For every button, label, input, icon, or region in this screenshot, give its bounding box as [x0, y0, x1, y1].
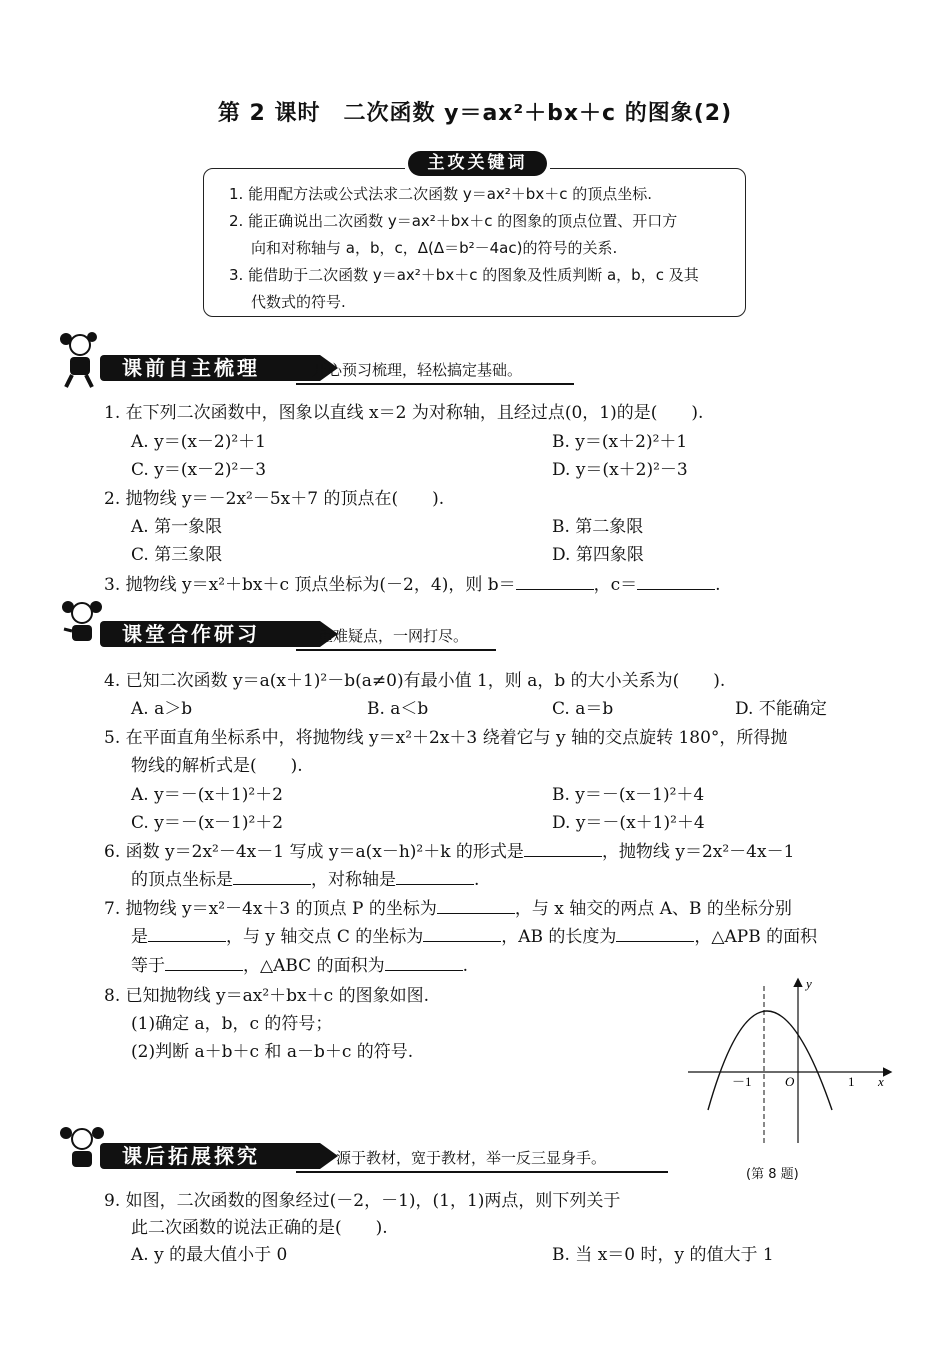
question-7-part1: 7. 抛物线 y＝x²－4x＋3 的顶点 P 的坐标为	[104, 899, 437, 919]
origin-label: O	[785, 1074, 795, 1089]
question-5-stem: 5. 在平面直角坐标系中，将抛物线 y＝x²＋2x＋3 绕着它与 y 轴的交点旋转 180°，所得抛	[104, 728, 788, 748]
question-7-part6: ，△APB 的面积	[694, 927, 818, 947]
section-post-banner	[60, 1143, 680, 1171]
question-7-blank-p[interactable]	[437, 899, 515, 914]
question-6-part4: ，对称轴是	[311, 870, 396, 890]
key-point-2-cont: 向和对称轴与 a，b，c，Δ(Δ＝b²－4ac)的符号的关系.	[251, 239, 618, 257]
section-class-title: 课堂合作研习	[100, 621, 320, 647]
question-7-blank-c[interactable]	[423, 927, 501, 942]
question-6-line-1	[104, 837, 794, 862]
question-3-part1: 3. 抛物线 y＝x²＋bx＋c 顶点坐标为(－2，4)，则 b＝	[104, 575, 516, 595]
question-6-part5: .	[474, 870, 480, 890]
question-6-blank-axis[interactable]	[396, 870, 474, 885]
question-9-stem-cont: 此二次函数的说法正确的是( ).	[131, 1218, 388, 1238]
section-pre-banner	[60, 355, 580, 383]
question-1-stem: 1. 在下列二次函数中，图象以直线 x＝2 为对称轴，且经过点(0，1)的是( ).	[104, 403, 704, 423]
question-2-option-a: A. 第一象限	[131, 517, 223, 537]
section-post-subtitle: 源于教材，宽于教材，举一反三显身手。	[336, 1149, 607, 1167]
question-4-stem: 4. 已知二次函数 y＝a(x＋1)²－b(a≠0)有最小值 1，则 a，b 的大小关系为( ).	[104, 671, 726, 691]
question-9-option-b: B. 当 x＝0 时，y 的值大于 1	[552, 1245, 774, 1265]
question-9-stem: 9. 如图，二次函数的图象经过(－2，－1)，(1，1)两点，则下列关于	[104, 1191, 621, 1211]
question-3-part3: .	[715, 575, 721, 595]
section-class-banner	[60, 621, 520, 649]
figure-caption: (第 8 题)	[746, 1167, 799, 1182]
question-4-option-d: D. 不能确定	[735, 699, 827, 719]
question-2-stem: 2. 抛物线 y＝－2x²－5x＋7 的顶点在( ).	[104, 489, 445, 509]
question-6-part3: 的顶点坐标是	[131, 870, 233, 890]
key-points-tag	[405, 148, 550, 180]
question-8-figure	[680, 968, 900, 1148]
section-class-underline	[296, 649, 496, 651]
question-6-part2: ，抛物线 y＝2x²－4x－1	[601, 842, 795, 862]
question-7-part5: ，AB 的长度为	[501, 927, 617, 947]
section-pre-underline	[296, 383, 574, 385]
question-6-line-2	[131, 865, 479, 890]
question-4-option-b: B. a＜b	[367, 699, 429, 719]
y-axis-label: y	[806, 976, 812, 991]
section-post-title: 课后拓展探究	[100, 1143, 320, 1169]
question-8-sub-1: (1)确定 a，b，c 的符号；	[131, 1014, 333, 1034]
question-7-blank-ab-length[interactable]	[616, 927, 694, 942]
question-5-option-b: B. y＝－(x－1)²＋4	[552, 785, 705, 805]
question-7-line-3	[131, 951, 468, 976]
question-6-part1: 6. 函数 y＝2x²－4x－1 写成 y＝a(x－h)²＋k 的形式是	[104, 842, 524, 862]
key-point-1: 1. 能用配方法或公式法求二次函数 y＝ax²＋bx＋c 的顶点坐标.	[229, 185, 652, 203]
question-1-option-b: B. y＝(x＋2)²＋1	[552, 432, 688, 452]
question-2-option-b: B. 第二象限	[552, 517, 644, 537]
key-point-3: 3. 能借助于二次函数 y＝ax²＋bx＋c 的图象及性质判断 a，b，c 及其	[229, 266, 699, 284]
question-3-blank-b[interactable]	[516, 575, 594, 590]
question-2-option-d: D. 第四象限	[552, 545, 644, 565]
tick-label-1: 1	[848, 1074, 855, 1089]
question-7-blank-abc[interactable]	[385, 956, 463, 971]
key-point-2: 2. 能正确说出二次函数 y＝ax²＋bx＋c 的图象的顶点位置、开口方	[229, 212, 678, 230]
question-7-part3: 是	[131, 927, 148, 947]
key-point-3-cont: 代数式的符号.	[251, 293, 346, 311]
question-1-option-a: A. y＝(x－2)²＋1	[131, 432, 266, 452]
question-3	[104, 570, 721, 595]
question-3-blank-c[interactable]	[637, 575, 715, 590]
question-2-option-c: C. 第三象限	[131, 545, 223, 565]
question-7-part7: 等于	[131, 956, 165, 976]
question-6-blank-vertex[interactable]	[233, 870, 311, 885]
question-9-option-a: A. y 的最大值小于 0	[131, 1245, 288, 1265]
question-5-option-c: C. y＝－(x－1)²＋2	[131, 813, 284, 833]
question-7-part4: ，与 y 轴交点 C 的坐标为	[226, 927, 424, 947]
parabola-curve	[708, 1011, 832, 1110]
section-pre-subtitle: 开心预习梳理，轻松搞定基础。	[312, 361, 523, 379]
section-pre-title: 课前自主梳理	[100, 355, 320, 381]
question-5-option-a: A. y＝－(x＋1)²＋2	[131, 785, 283, 805]
question-7-line-2	[131, 922, 817, 947]
question-8-sub-2: (2)判断 a＋b＋c 和 a－b＋c 的符号.	[131, 1042, 414, 1062]
question-7-part9: .	[462, 956, 468, 976]
question-7-part2: ，与 x 轴交的两点 A、B 的坐标分别	[514, 899, 792, 919]
question-5-option-d: D. y＝－(x＋1)²＋4	[552, 813, 705, 833]
question-7-blank-ab[interactable]	[148, 927, 226, 942]
question-7-line-1	[104, 894, 792, 919]
question-1-option-d: D. y＝(x＋2)²－3	[552, 460, 688, 480]
question-7-part8: ，△ABC 的面积为	[243, 956, 385, 976]
question-4-option-a: A. a＞b	[131, 699, 193, 719]
key-points-tag-label: 主攻关键词	[408, 151, 547, 176]
question-1-option-c: C. y＝(x－2)²－3	[131, 460, 267, 480]
question-4-option-c: C. a＝b	[552, 699, 614, 719]
question-6-blank-form[interactable]	[524, 842, 602, 857]
question-5-stem-cont: 物线的解析式是( ).	[131, 756, 303, 776]
x-axis-label: x	[878, 1074, 884, 1089]
page-title: 第 2 课时 二次函数 y＝ax²＋bx＋c 的图象(2)	[217, 101, 733, 126]
section-post-underline	[296, 1171, 668, 1173]
question-3-part2: ，c＝	[593, 575, 638, 595]
question-7-blank-apb[interactable]	[165, 956, 243, 971]
question-8-stem: 8. 已知抛物线 y＝ax²＋bx＋c 的图象如图.	[104, 986, 429, 1006]
tick-label-neg1: －1	[732, 1074, 752, 1089]
section-class-subtitle: 重难疑点，一网打尽。	[318, 627, 469, 645]
